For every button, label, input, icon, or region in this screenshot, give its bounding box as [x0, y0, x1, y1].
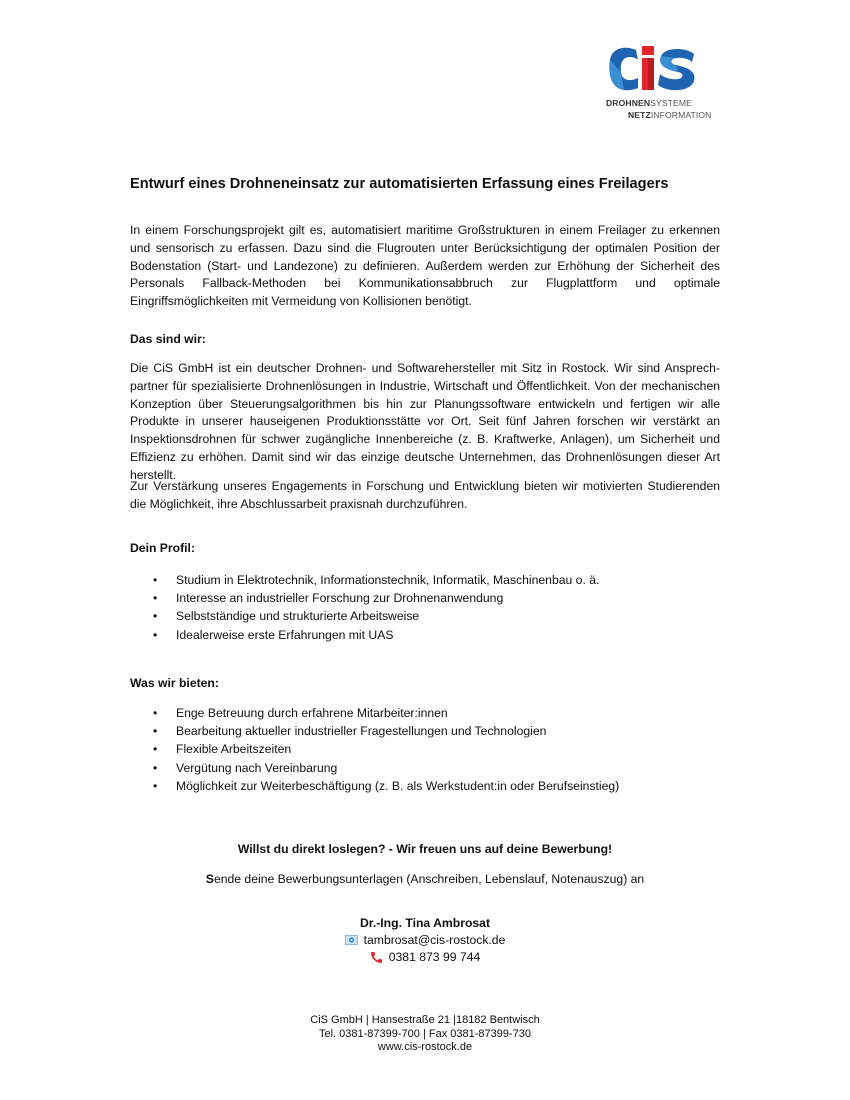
phone-number: 0381 873 99 744: [388, 950, 481, 964]
about-paragraph: Die CiS GmbH ist ein deutscher Drohnen- und Softwarehersteller mit Sitz in Rostock. Wir sind Ansprechpartner für spezialisierte Drohnenlösungen in Industrie, Wirtschaft und Öffentlichkeit. Von der mechanischen Konzeption über Steuerungsalgorithmen bis hin zur Planungssoftware entwickeln und fertigen wir alle Produkte in unserer hauseigenen Produktionsstätte vor Ort. Seit fünf Jahren forschen wir verstärkt an Inspektionsdrohnen für schwer zugängliche Innenbereiche (z. B. Kraftwerke, Anlagen), um Sicherheit und Effizienz zu erhöhen. Damit sind wir das einzige deutsche Unternehmen, das Drohnenlösungen dieser Art herstellt.: [130, 361, 720, 482]
bullet-icon: •: [153, 724, 158, 739]
envelope-icon: [345, 935, 358, 945]
profile-list: [130, 571, 599, 644]
list-item: • Flexible Arbeitszeiten: [130, 740, 619, 758]
list-item: • Vergütung nach Vereinbarung: [130, 759, 619, 777]
contact-email-row: [0, 933, 850, 948]
footer: [0, 1014, 850, 1055]
footer-address: CiS GmbH | Hansestraße 21 |18182 Bentwisch: [310, 1014, 540, 1026]
logo-tagline-1: DROHNENSYSTEME: [606, 98, 692, 108]
bullet-icon: •: [153, 778, 158, 793]
phone-icon: [370, 951, 383, 964]
page-title: Entwurf eines Drohneneinsatz zur automatisierten Erfassung eines Freilagers: [130, 176, 669, 192]
bullet-icon: •: [153, 627, 158, 642]
offer-heading: Was wir bieten:: [130, 676, 219, 690]
profile-heading: Dein Profil:: [130, 541, 196, 555]
logo-tagline-2: NETZINFORMATION: [628, 110, 712, 120]
list-item: • Idealerweise erste Erfahrungen mit UAS: [130, 626, 599, 644]
email-link[interactable]: tambrosat@cis-rostock.de: [363, 933, 506, 947]
contact-name: Dr.-Ing. Tina Ambrosat: [359, 916, 490, 930]
list-item: • Bearbeitung aktueller industrieller Fragestellungen und Technologien: [130, 722, 619, 740]
cis-logo-mark-icon: [606, 44, 698, 94]
about-paragraph-2: Zur Verstärkung unseres Engagements in Forschung und Entwicklung bieten wir motivierten Studierenden die Möglichkeit, ihre Abschlussarbeit praxisnah durchzuführen.: [130, 479, 720, 511]
footer-website-link[interactable]: www.cis-rostock.de: [377, 1041, 473, 1054]
contact-phone-row: [0, 950, 850, 967]
bullet-icon: •: [153, 760, 158, 775]
list-item: • Möglichkeit zur Weiterbeschäftigung (z. B. als Werkstudent:in oder Berufseinstieg): [130, 777, 619, 795]
send-instructions: Sende deine Bewerbungsunterlagen (Anschreiben, Lebenslauf, Notenauszug) an: [205, 872, 645, 886]
footer-phone-fax: Tel. 0381-87399-700 | Fax 0381-87399-730: [318, 1027, 531, 1040]
bullet-icon: •: [153, 609, 158, 624]
list-item: • Selbstständige und strukturierte Arbeitsweise: [130, 607, 599, 625]
intro-paragraph: In einem Forschungsprojekt gilt es, automatisiert maritime Großstrukturen in einem Freilager zu erkennen und sensorisch zu erfassen. Dazu sind die Flugrouten unter Berücksichtigung der optimalen Position der Bodenstation (Start- und Landezone) zu definieren. Außerdem werden zur Erhöhung der Sicherheit des Personals Fallback-Methoden bei Kommunikationsabbruch zur Flugplattform und optimale Eingriffsmöglichkeiten mit Vermeidung von Kollisionen benötigt.: [130, 223, 720, 309]
about-heading: Das sind wir:: [130, 332, 206, 346]
list-item: • Enge Betreuung durch erfahrene Mitarbeiter:innen: [130, 704, 619, 722]
bullet-icon: •: [153, 706, 158, 720]
cta-headline: Willst du direkt loslegen? - Wir freuen uns auf deine Bewerbung!: [237, 842, 613, 856]
bullet-icon: •: [153, 742, 158, 757]
company-logo: [606, 44, 721, 124]
list-item: • Interesse an industrieller Forschung zur Drohnenanwendung: [130, 589, 599, 607]
bullet-icon: •: [153, 591, 158, 606]
list-item: • Studium in Elektrotechnik, Informationstechnik, Informatik, Maschinenbau o. ä.: [130, 571, 599, 589]
bullet-icon: •: [153, 573, 158, 587]
offer-list: [130, 704, 619, 795]
